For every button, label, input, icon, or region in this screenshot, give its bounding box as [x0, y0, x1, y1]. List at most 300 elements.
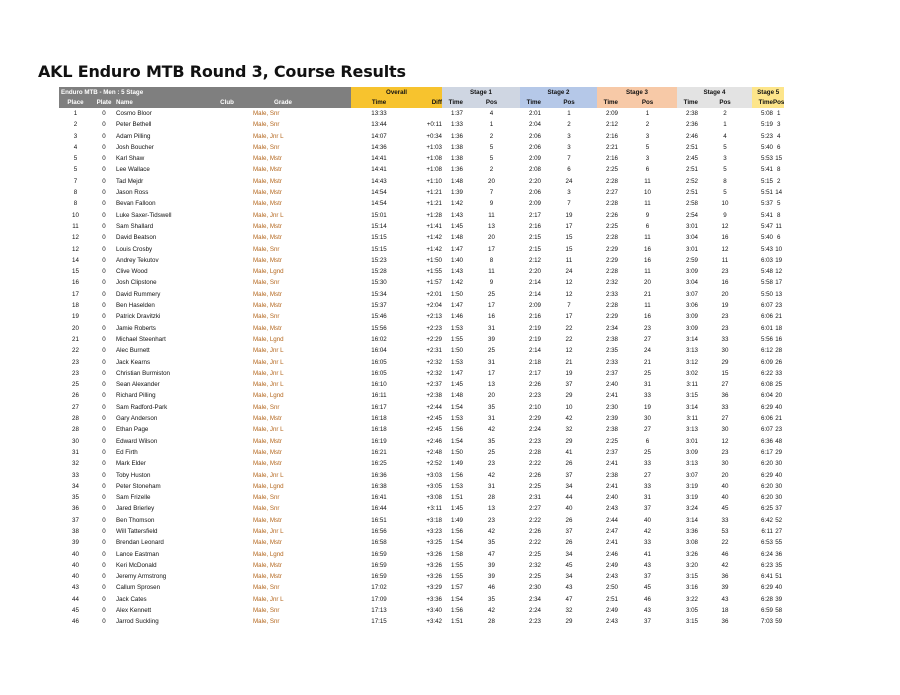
grade-cell: Male, Mstr	[253, 200, 282, 208]
s4-pos-cell: 27	[721, 381, 729, 389]
s5-pos-cell: 37	[775, 505, 783, 513]
s1-time-cell: 1:56	[450, 527, 463, 535]
s3-pos-cell: 16	[644, 256, 651, 264]
s1-time-cell: 1:57	[450, 584, 463, 592]
s4-time-cell: 3:01	[685, 245, 698, 253]
s2-time-cell: 2:22	[528, 516, 541, 524]
club-cell	[201, 402, 253, 413]
grade-cell: Male, Lgnd	[253, 550, 284, 558]
s4-pos-cell: 1	[723, 121, 727, 129]
table-row	[59, 379, 784, 390]
place-cell: 28	[72, 415, 79, 423]
s1-pos-cell: 31	[488, 415, 495, 423]
overall-time-cell: 16:51	[371, 516, 387, 524]
spacer-cell	[313, 436, 351, 447]
s1-time-cell: 1:46	[450, 313, 463, 321]
s1-time-cell: 1:54	[450, 403, 463, 411]
s4-pos-cell: 53	[721, 527, 729, 535]
s5-pos-cell: 10	[775, 245, 783, 253]
s2-time-cell: 2:14	[528, 279, 541, 287]
club-cell	[201, 289, 253, 300]
s2-time-cell: 2:09	[528, 302, 541, 310]
s2-pos-cell: 7	[567, 155, 571, 163]
name-cell: Louis Crosby	[116, 245, 153, 253]
s5-pos-cell: 23	[775, 302, 783, 310]
spacer-cell	[313, 153, 351, 164]
grade-cell: Male, Mstr	[253, 437, 282, 445]
s1-time-cell: 1:42	[450, 200, 463, 208]
name-cell: Brendan Leonard	[116, 539, 164, 547]
s1-time-cell: 1:53	[450, 415, 463, 423]
s2-pos-cell: 21	[565, 358, 573, 366]
spacer-cell	[313, 605, 351, 616]
s4-time-cell: 2:36	[685, 121, 698, 129]
s4-pos-cell: 29	[721, 358, 729, 366]
s1-pos-cell: 9	[489, 279, 494, 287]
s3-pos-cell: 31	[644, 381, 651, 389]
s4-pos-cell: 20	[721, 290, 729, 298]
plate-cell: 0	[102, 471, 106, 479]
s4-pos-cell: 40	[721, 482, 729, 490]
spacer-cell	[313, 582, 351, 593]
spacer-cell	[313, 142, 351, 153]
s1-pos-cell: 2	[489, 166, 494, 174]
s1-time-cell: 1:48	[450, 392, 463, 400]
s5-pos-cell: 30	[775, 482, 783, 490]
s3-pos-cell: 2	[645, 121, 650, 129]
s1-pos-cell: 35	[488, 437, 495, 445]
s5-pos-cell: 15	[775, 155, 783, 163]
name-cell: Sean Alexander	[116, 381, 160, 389]
place-cell: 21	[72, 335, 79, 343]
s3-pos-cell: 11	[644, 200, 651, 208]
s3-time-cell: 2:44	[605, 516, 618, 524]
overall-diff-cell: +2:44	[426, 403, 442, 411]
place-cell: 5	[73, 155, 78, 163]
spacer-cell	[313, 198, 351, 209]
place-cell: 32	[72, 460, 79, 468]
s2-time-cell: 2:09	[528, 155, 541, 163]
name-cell: Jamie Roberts	[116, 324, 156, 332]
plate-cell: 0	[102, 110, 106, 117]
overall-diff-cell: +3:29	[426, 584, 442, 592]
s4-time-cell: 3:11	[686, 415, 698, 423]
s2-time-cell: 2:23	[528, 392, 541, 400]
s2-pos-cell: 42	[565, 415, 573, 423]
s1-time-cell: 1:36	[450, 166, 463, 174]
s4-time-cell: 3:09	[685, 448, 698, 456]
s4-time-cell: 3:19	[685, 494, 698, 502]
s5-time-cell: 6:07	[760, 302, 773, 310]
place-cell: 31	[72, 448, 79, 456]
overall-diff-cell: +3:26	[426, 550, 442, 558]
overall-time-cell: 16:21	[371, 448, 387, 456]
s4-time-cell: 3:06	[685, 302, 698, 310]
s1-time-cell: 1:37	[450, 110, 463, 117]
overall-time-cell: 16:18	[371, 415, 387, 423]
s4-pos-cell: 40	[721, 494, 729, 502]
club-cell	[201, 470, 253, 481]
s1-pos-cell: 8	[489, 256, 494, 264]
s4-time-cell: 3:09	[685, 324, 698, 332]
spacer-cell	[313, 221, 351, 232]
s3-time-cell: 2:33	[605, 290, 618, 298]
club-cell	[201, 526, 253, 537]
club-cell	[201, 458, 253, 469]
overall-diff-cell: +3:03	[426, 471, 442, 479]
s3-pos-cell: 41	[644, 550, 651, 558]
place-cell: 8	[73, 189, 78, 197]
s4-time-cell: 2:45	[685, 155, 698, 163]
s1-time-cell: 1:45	[450, 222, 463, 230]
table-row	[59, 594, 784, 605]
s2-time-cell: 2:15	[528, 234, 541, 242]
name-cell: Toby Huston	[116, 471, 151, 479]
s1-pos-cell: 28	[488, 618, 495, 626]
s5-time-cell: 6:29	[760, 403, 773, 411]
overall-diff-cell: +2:32	[426, 369, 442, 377]
overall-time-cell: 16:04	[371, 347, 387, 355]
s2-pos-cell: 26	[565, 539, 573, 547]
table-row	[59, 447, 784, 458]
table-row	[59, 481, 784, 492]
s5-pos-cell: 58	[775, 607, 783, 615]
s4-time-cell: 3:02	[685, 369, 698, 377]
place-cell: 20	[72, 324, 79, 332]
place-cell: 34	[72, 482, 79, 490]
s1-pos-cell: 31	[488, 482, 495, 490]
s5-pos-cell: 51	[775, 573, 783, 581]
s1-time-cell: 1:54	[450, 595, 463, 603]
s3-time-cell: 2:25	[605, 166, 618, 174]
s4-pos-cell: 11	[721, 256, 729, 264]
club-cell	[201, 187, 253, 198]
s4-pos-cell: 4	[723, 132, 727, 140]
table-row	[59, 515, 784, 526]
table-row	[59, 334, 784, 345]
table-row	[59, 131, 784, 142]
s5-pos-cell: 21	[775, 313, 783, 321]
s1-pos-cell: 35	[488, 539, 495, 547]
col-grade: Grade	[253, 98, 313, 108]
s1-time-cell: 1:48	[450, 234, 463, 242]
name-cell: Ethan Page	[116, 426, 149, 434]
club-cell	[201, 142, 253, 153]
s4-time-cell: 3:09	[685, 268, 698, 276]
grade-cell: Male, Snr	[253, 110, 280, 117]
name-cell: Jared Brierley	[116, 505, 155, 513]
table-row	[59, 119, 784, 130]
place-cell: 43	[72, 584, 79, 592]
s5-pos-cell: 39	[775, 595, 783, 603]
s2-time-cell: 2:10	[528, 403, 541, 411]
s4-pos-cell: 30	[721, 347, 729, 355]
s4-time-cell: 3:04	[685, 234, 698, 242]
s5-time-cell: 7:03	[760, 618, 773, 626]
s3-pos-cell: 33	[644, 392, 651, 400]
s1-time-cell: 1:50	[450, 347, 463, 355]
s1-pos-cell: 42	[488, 426, 495, 434]
spacer-cell	[313, 424, 351, 435]
grade-cell: Male, Snr	[253, 403, 280, 411]
overall-diff-cell: +1:55	[426, 268, 442, 276]
place-cell: 38	[72, 527, 79, 535]
s3-time-cell: 2:16	[605, 132, 618, 140]
place-cell: 8	[73, 200, 78, 208]
table-row	[59, 458, 784, 469]
col-plate: Plate	[92, 98, 116, 108]
s1-time-cell: 1:38	[450, 143, 463, 151]
s3-pos-cell: 16	[644, 313, 651, 321]
s2-pos-cell: 29	[565, 392, 573, 400]
overall-diff-cell: +2:32	[426, 358, 442, 366]
s5-time-cell: 5:23	[760, 132, 773, 140]
plate-cell: 0	[102, 335, 106, 343]
s3-time-cell: 2:38	[605, 426, 618, 434]
overall-diff-cell: +3:26	[426, 561, 442, 569]
s4-time-cell: 3:13	[685, 460, 698, 468]
s4-pos-cell: 33	[721, 335, 729, 343]
s2-pos-cell: 47	[565, 595, 573, 603]
s2-pos-cell: 34	[565, 573, 573, 581]
overall-diff-cell: +2:13	[426, 313, 442, 321]
s1-time-cell: 1:53	[450, 358, 463, 366]
table-row	[59, 311, 784, 322]
table-row	[59, 300, 784, 311]
club-cell	[201, 300, 253, 311]
s4-pos-cell: 16	[721, 279, 729, 287]
overall-diff-cell: +2:52	[426, 460, 442, 468]
table-row	[59, 402, 784, 413]
overall-time-cell: 16:05	[371, 358, 387, 366]
spacer-cell	[313, 402, 351, 413]
overall-time-cell: 17:02	[371, 584, 387, 592]
name-cell: Christian Burmiston	[116, 369, 170, 377]
place-cell: 44	[72, 595, 79, 603]
name-cell: Edward Wilson	[116, 437, 158, 445]
s3-pos-cell: 3	[645, 132, 650, 140]
club-cell	[201, 390, 253, 401]
s1-pos-cell: 2	[489, 132, 494, 140]
place-cell: 40	[72, 550, 79, 558]
s1-time-cell: 1:33	[450, 121, 463, 129]
overall-diff-cell: +3:18	[426, 516, 442, 524]
s5-time-cell: 5:08	[760, 110, 773, 117]
overall-time-cell: 13:44	[371, 121, 387, 129]
spacer-cell	[313, 390, 351, 401]
overall-time-cell: 15:14	[371, 222, 387, 230]
table-row	[59, 537, 784, 548]
grade-cell: Male, Snr	[253, 618, 280, 626]
s3-time-cell: 2:49	[605, 607, 618, 615]
spacer-cell	[313, 176, 351, 187]
place-cell: 28	[72, 426, 79, 434]
overall-time-cell: 16:19	[371, 437, 387, 445]
s3-time-cell: 2:09	[605, 110, 618, 117]
s3-pos-cell: 24	[644, 347, 651, 355]
s5-pos-cell: 14	[775, 189, 783, 197]
s1-pos-cell: 42	[488, 607, 495, 615]
category-label: Enduro MTB - Men : 5 Stage	[59, 87, 313, 98]
grade-cell: Male, Snr	[253, 505, 280, 513]
table-row	[59, 277, 784, 288]
place-cell: 39	[72, 539, 79, 547]
club-cell	[201, 537, 253, 548]
overall-diff-cell: +1:08	[426, 155, 442, 163]
s5-time-cell: 6:53	[760, 539, 773, 547]
overall-diff-cell: +3:23	[426, 527, 442, 535]
spacer-cell	[313, 379, 351, 390]
s4-pos-cell: 22	[721, 539, 729, 547]
s2-pos-cell: 6	[567, 166, 571, 174]
grade-cell: Male, Jnr L	[253, 132, 284, 140]
s1-pos-cell: 25	[488, 347, 495, 355]
col-s2-pos: Pos	[541, 98, 597, 108]
name-cell: Jack Cates	[116, 595, 147, 603]
s2-time-cell: 2:17	[528, 369, 541, 377]
plate-cell: 0	[102, 290, 106, 298]
place-cell: 11	[72, 222, 79, 230]
plate-cell: 0	[102, 189, 106, 197]
spacer-cell	[313, 300, 351, 311]
name-cell: Sam Frizelle	[116, 494, 151, 502]
stage4-header: Stage 4	[677, 87, 752, 98]
s3-time-cell: 2:28	[605, 200, 618, 208]
plate-cell: 0	[102, 358, 106, 366]
s3-pos-cell: 33	[644, 460, 651, 468]
s1-pos-cell: 11	[488, 268, 495, 276]
s4-pos-cell: 43	[721, 595, 729, 603]
overall-time-cell: 15:37	[371, 302, 387, 310]
club-cell	[201, 266, 253, 277]
name-cell: Peter Bethell	[116, 121, 152, 129]
s3-time-cell: 2:21	[605, 143, 618, 151]
grade-cell: Male, Jnr L	[253, 347, 284, 355]
s3-pos-cell: 27	[644, 471, 651, 479]
overall-time-cell: 14:36	[371, 143, 387, 151]
s3-pos-cell: 11	[644, 268, 651, 276]
plate-cell: 0	[102, 381, 106, 389]
s4-pos-cell: 12	[721, 437, 729, 445]
s4-pos-cell: 30	[721, 460, 729, 468]
name-cell: David Rummery	[116, 290, 161, 298]
overall-diff-cell	[407, 108, 442, 119]
grade-cell: Male, Snr	[253, 313, 280, 321]
s3-pos-cell: 37	[644, 573, 651, 581]
s2-time-cell: 2:26	[528, 527, 541, 535]
place-cell: 30	[72, 437, 79, 445]
s5-pos-cell: 13	[775, 290, 783, 298]
s2-time-cell: 2:24	[528, 607, 541, 615]
plate-cell: 0	[102, 256, 106, 264]
s2-time-cell: 2:23	[528, 437, 541, 445]
s2-time-cell: 2:15	[528, 245, 541, 253]
s1-pos-cell: 42	[488, 471, 495, 479]
place-cell: 36	[72, 505, 79, 513]
s1-pos-cell: 9	[489, 200, 494, 208]
grade-cell: Male, Snr	[253, 279, 280, 287]
s4-pos-cell: 20	[721, 471, 729, 479]
s3-pos-cell: 21	[644, 290, 651, 298]
table-row	[59, 582, 784, 593]
s3-pos-cell: 27	[644, 426, 651, 434]
table-row	[59, 357, 784, 368]
overall-diff-cell: +1:41	[426, 222, 442, 230]
s2-time-cell: 2:29	[528, 415, 541, 423]
place-cell: 25	[72, 381, 79, 389]
s1-time-cell: 1:56	[450, 426, 463, 434]
s2-pos-cell: 3	[567, 189, 571, 197]
table-row	[59, 390, 784, 401]
plate-cell: 0	[102, 347, 106, 355]
grade-cell: Male, Mstr	[253, 573, 282, 581]
club-cell	[201, 277, 253, 288]
spacer-cell	[313, 244, 351, 255]
s3-pos-cell: 33	[644, 482, 651, 490]
table-row	[59, 289, 784, 300]
s1-time-cell: 1:38	[450, 155, 463, 163]
place-cell: 23	[72, 369, 79, 377]
spacer-cell	[313, 458, 351, 469]
name-cell: Clive Wood	[116, 268, 148, 276]
overall-time-cell: 15:15	[371, 234, 387, 242]
plate-cell: 0	[102, 324, 106, 332]
s1-time-cell: 1:50	[450, 448, 463, 456]
club-cell	[201, 616, 253, 627]
s4-pos-cell: 27	[721, 415, 729, 423]
s4-pos-cell: 42	[721, 561, 729, 569]
s5-pos-cell: 35	[775, 561, 783, 569]
grade-cell: Male, Snr	[253, 607, 280, 615]
club-cell	[201, 515, 253, 526]
s5-pos-cell: 11	[775, 222, 782, 230]
overall-time-cell: 16:44	[371, 505, 387, 513]
grade-cell: Male, Snr	[253, 494, 280, 502]
s3-time-cell: 2:30	[605, 403, 618, 411]
s3-pos-cell: 37	[644, 505, 651, 513]
grade-cell: Male, Snr	[253, 245, 280, 253]
overall-time-cell: 15:15	[371, 245, 387, 253]
name-cell: Jack Kearns	[116, 358, 151, 366]
club-cell	[201, 164, 253, 175]
grade-cell: Male, Mstr	[253, 302, 282, 310]
place-cell: 46	[72, 618, 79, 626]
s1-time-cell: 1:47	[450, 302, 463, 310]
s3-time-cell: 2:29	[605, 245, 618, 253]
overall-diff-cell: +1:42	[426, 245, 442, 253]
plate-cell: 0	[102, 369, 106, 377]
s1-pos-cell: 35	[488, 595, 495, 603]
s2-pos-cell: 2	[567, 121, 571, 129]
s1-time-cell: 1:53	[450, 482, 463, 490]
place-cell: 1	[73, 110, 78, 117]
overall-diff-cell: +1:42	[426, 234, 442, 242]
s4-pos-cell: 33	[721, 516, 729, 524]
s3-time-cell: 2:38	[605, 335, 618, 343]
s4-time-cell: 2:51	[685, 166, 698, 174]
s4-pos-cell: 23	[721, 324, 729, 332]
s2-pos-cell: 12	[565, 290, 573, 298]
table-row	[59, 345, 784, 356]
table-row	[59, 549, 784, 560]
s4-time-cell: 3:24	[685, 505, 698, 513]
overall-time-cell: 15:56	[371, 324, 387, 332]
s3-pos-cell: 43	[644, 607, 651, 615]
table-row	[59, 560, 784, 571]
s1-time-cell: 1:39	[450, 189, 463, 197]
table-row	[59, 164, 784, 175]
club-cell	[201, 560, 253, 571]
